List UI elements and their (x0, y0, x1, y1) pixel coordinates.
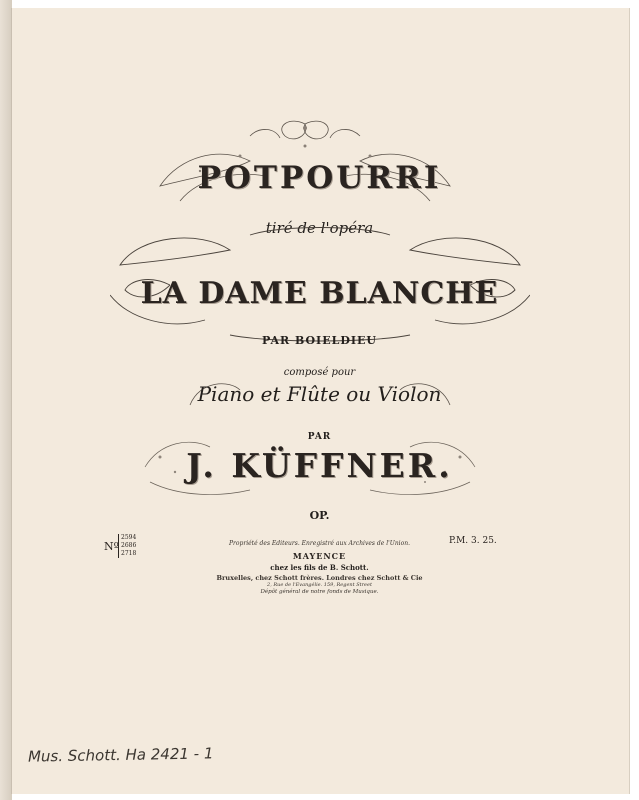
composer-name: J. KÜFFNER. (186, 446, 453, 485)
publisher-rights: Propriété des Editeurs. Enregistré aux Archives de l'Union. (228, 540, 410, 547)
plate-number: 2686 (121, 542, 137, 549)
shelfmark: Mus. Schott. Ha 2421 - 1 (27, 744, 214, 766)
publisher-branches: Bruxelles, chez Schott frères. Londres chez Schott & Cie (216, 574, 423, 582)
by-label: PAR (307, 432, 332, 442)
title: POTPOURRI (197, 160, 442, 196)
plate-prefix: Nº (104, 540, 119, 553)
subtitle: tiré de l'opéra (265, 219, 374, 237)
plate-number: 2718 (121, 550, 137, 557)
opus: OP. (309, 509, 330, 522)
opera-composer: PAR BOIELDIEU (262, 334, 377, 347)
price: P.M. 3. 25. (449, 536, 497, 546)
plate-number: 2594 (121, 534, 137, 541)
publisher-firm: chez les fils de B. Schott. (270, 563, 369, 572)
opera-title: LA DAME BLANCHE (140, 276, 499, 311)
publisher-city: MAYENCE (292, 551, 347, 561)
instruments: Piano et Flûte ou Violon (197, 382, 442, 406)
publisher-addresses: 2, Rue de l'Evangélie. 159, Regent Street (267, 582, 372, 588)
publisher-depot: Dépôt général de notre fonds de Musique. (260, 589, 379, 595)
composed-for: composé pour (283, 367, 356, 378)
